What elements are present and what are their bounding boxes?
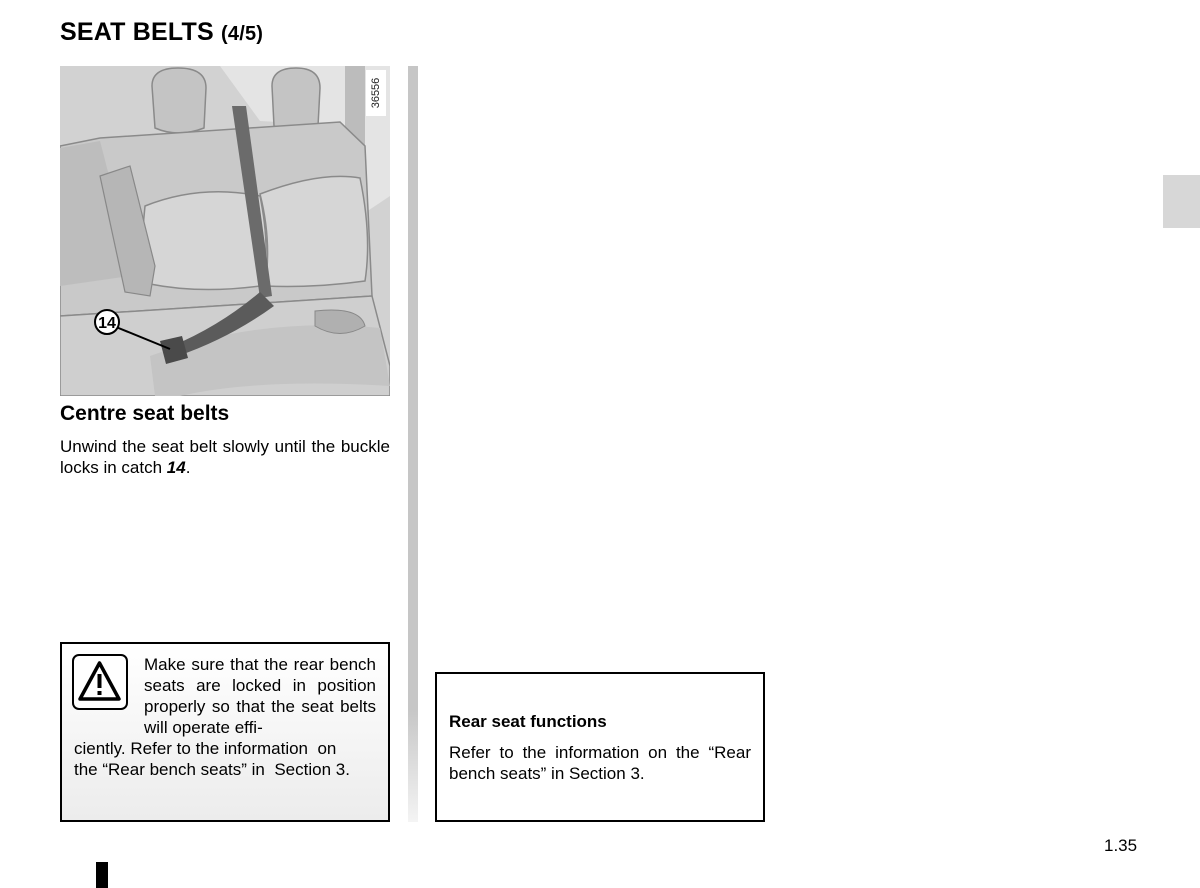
centre-belts-heading: Centre seat belts — [60, 402, 230, 425]
section-tab — [1163, 175, 1200, 228]
warning-text-full — [74, 738, 376, 780]
rear-seat-text: Refer to the information on the “Rear bench seats” in Section 3. — [449, 743, 751, 783]
warning-text-line-2: the “Rear bench seats” in Section 3. — [74, 760, 350, 779]
warning-text-line-1: ciently. Refer to the information on — [74, 739, 337, 758]
warning-triangle-icon — [72, 654, 128, 710]
catch-number: 14 — [166, 458, 186, 477]
centre-belts-text-before: Unwind the seat belt slowly until the buckle locks in catch — [60, 437, 390, 477]
centre-belts-text-after: . — [185, 458, 191, 477]
warning-text-wrapped: Make sure that the rear bench seats are locked in position properly so that the seat belts will operate effi- — [144, 655, 376, 737]
rear-seat-heading: Rear seat functions — [449, 712, 607, 731]
page-title — [60, 18, 263, 47]
illustration-ref-code — [366, 70, 386, 116]
rear-seat-functions-box — [435, 672, 765, 822]
callout-label: 14 — [98, 315, 116, 332]
seat-belt-illustration — [60, 66, 390, 396]
ref-code-text: 36556 — [370, 77, 382, 109]
centre-belts-text — [60, 436, 390, 478]
title-part: (4/5) — [221, 23, 264, 45]
corner-mark — [96, 862, 108, 888]
warning-box — [60, 642, 390, 822]
title-main: SEAT BELTS — [60, 18, 214, 46]
column-divider — [408, 66, 418, 822]
page-number: 1.35 — [1104, 836, 1138, 855]
